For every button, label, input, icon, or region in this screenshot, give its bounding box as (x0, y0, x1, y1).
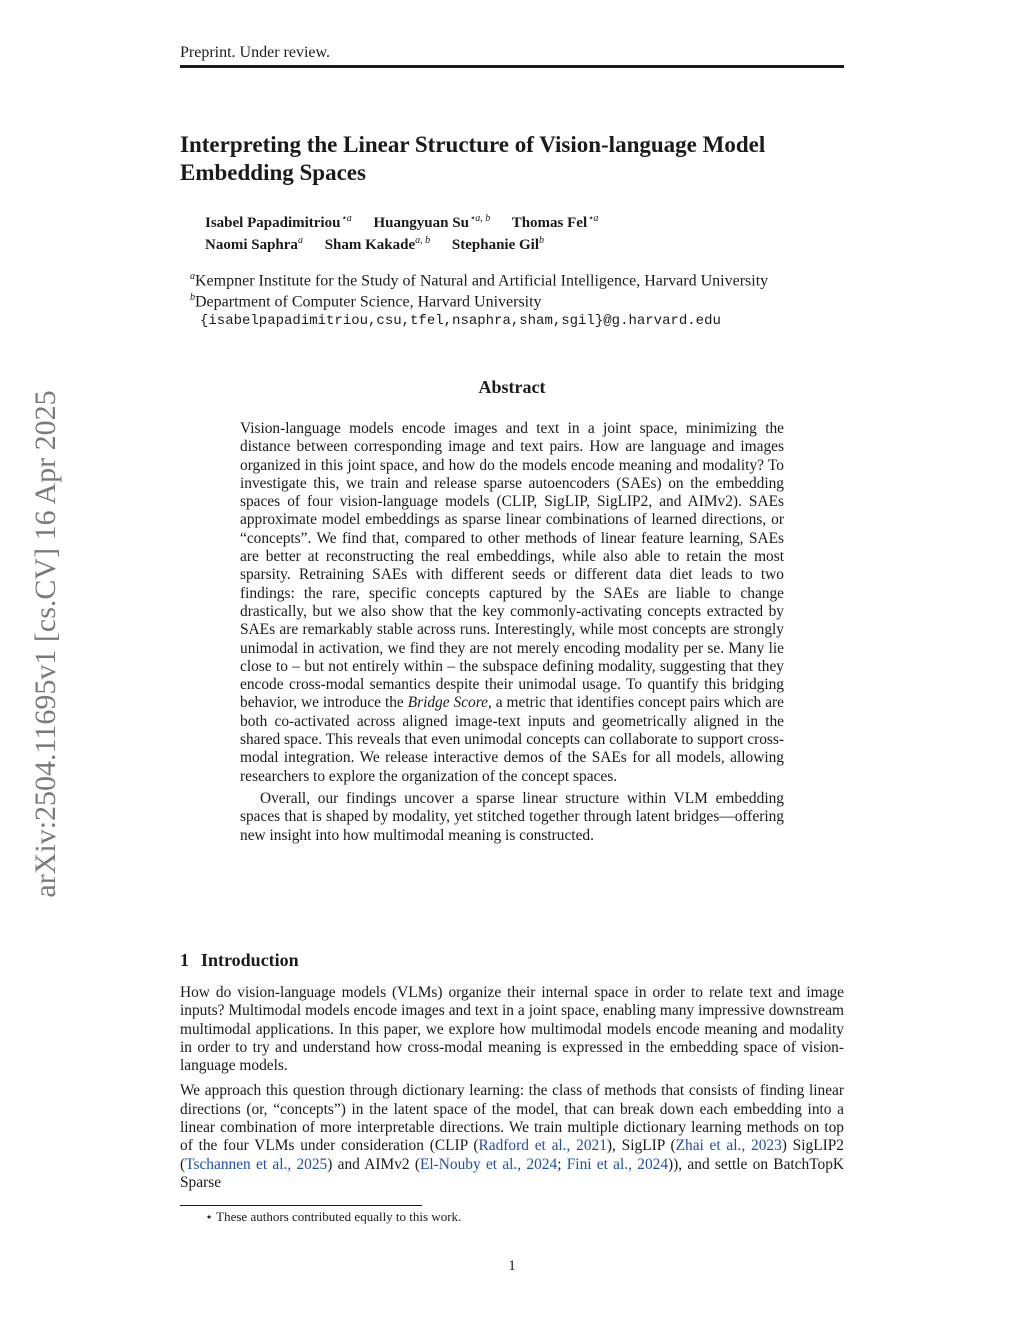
introduction-body (180, 984, 844, 1199)
footnote: ⋆ These authors contributed equally to this work. (205, 1209, 462, 1224)
header-rule (180, 65, 844, 68)
paper-title: Interpreting the Linear Structure of Vision-language Model Embedding Spaces (180, 132, 766, 185)
page-number: 1 (508, 1258, 516, 1274)
affiliation-a: $^a$Kempner Institute for the Study of Natural and Artificial Intelligence, Harvard University (190, 271, 769, 290)
section-heading-introduction: 1 Introduction (180, 950, 299, 970)
arxiv-identifier-stamp: arXiv:2504.11695v1 [cs.CV] 16 Apr 2025 (29, 390, 62, 898)
author-kakade: Sham Kakade$^{a, b}$ (324, 235, 431, 253)
author-su: Huangyuan $Su^{⋆a, b}$ (373, 213, 491, 231)
abstract-body (240, 420, 784, 845)
citation-fini[interactable]: Fini et al., 2024 (566, 1155, 669, 1173)
author-line-2 (205, 235, 562, 254)
citation-zhai[interactable]: Zhai et al., 2023 (675, 1137, 782, 1155)
running-header: Preprint. Under review. (180, 44, 331, 61)
abstract-heading: Abstract (478, 377, 546, 397)
footnote-rule (180, 1205, 422, 1206)
abstract-paragraph-1: Vision-language models encode images and text in a joint space, minimizing the distance between corresponding image and text pairs. How are language and images organized in this joint space, and how do the models encode meaning and modality? To investigate this, we train and release sparse autoencoders (SAEs) on the embedding spaces of four vision-language models (CLIP, SigLIP, SigLIP2, and AIMv2). SAEs approximate model embeddings as sparse linear combinations of learned directions, or “concepts”. We find that, compared to other methods of linear feature learning, SAEs are better at reconstructing the real embeddings, while also able to retain the most sparsity. Retraining SAEs with different seeds or different data diet leads to two findings: the rare, specific concepts captured by the SAEs are liable to change drastically, but we also show that the key commonly-activating concepts extracted by SAEs are remarkably stable across runs. Interestingly, while most concepts are strongly unimodal in activation, we find they are not merely encoding modality per se. Many lie close to – but not entirely within – the subspace defining modality, suggesting that they encode cross-modal semantics despite their unimodal usage. To quantify this bridging behavior, we introduce the Bridge Score, a metric that identifies concept pairs which are both co-activated across aligned image-text inputs and geometrically aligned in the shared space. This reveals that even unimodal concepts can collaborate to support cross-modal integration. We release interactive demos of the SAEs for all models, allowing researchers to explore the organization of the concept spaces. (240, 420, 784, 785)
author-gil: Stephanie Gil$^b$ (451, 235, 544, 253)
author-emails: {isabelpapadimitriou,csu,tfel,nsaphra,sham,sgil}@g.harvard.edu (200, 313, 721, 329)
citation-tschannen[interactable]: Tschannen et al., 2025 (185, 1155, 328, 1173)
author-line-1 (205, 213, 616, 232)
abstract-paragraph-2: Overall, our findings uncover a sparse linear structure within VLM embedding spaces that is shaped by modality, yet stitched together through latent bridges—offering new insight into how multimodal meaning is constructed. (240, 789, 784, 844)
author-saphra: Naomi Saphra$^a$ (205, 235, 303, 253)
bridge-score-term: Bridge Score (407, 694, 488, 712)
intro-paragraph-1: How do vision-language models (VLMs) organize their internal space in order to relate text and image inputs? Multimodal models encode images and text in a joint space, enabling many impressive downstream multimodal applications. In this paper, we explore how multimodal models encode meaning and modality in order to try and understand how cross-modal meaning is expressed in the embedding space of vision-language models. (180, 984, 844, 1075)
citation-radford[interactable]: Radford et al., 2021 (478, 1137, 607, 1155)
author-fel: Thomas Fel$^{⋆a}$ (511, 213, 599, 231)
citation-el-nouby[interactable]: El-Nouby et al., 2024 (419, 1155, 558, 1173)
affiliation-b: $^b$Department of Computer Science, Harvard University (190, 292, 542, 311)
intro-paragraph-2: We approach this question through dictionary learning: the class of methods that consists of finding linear directions (or, “concepts”) in the latent space of the model, that can break down each embedding into a linear combination of more interpretable directions. We train multiple dictionary learning methods on top of the four VLMs under consideration (CLIP (Radford et al., 2021), SigLIP (Zhai et al., 2023) SigLIP2 (Tschannen et al., 2025) and AIMv2 (El-Nouby et al., 2024; Fini et al., 2024)), and settle on BatchTopK Sparse (180, 1082, 845, 1191)
author-papadimitriou: Isabel Papadimitriou$^{⋆a}$ (205, 213, 352, 231)
